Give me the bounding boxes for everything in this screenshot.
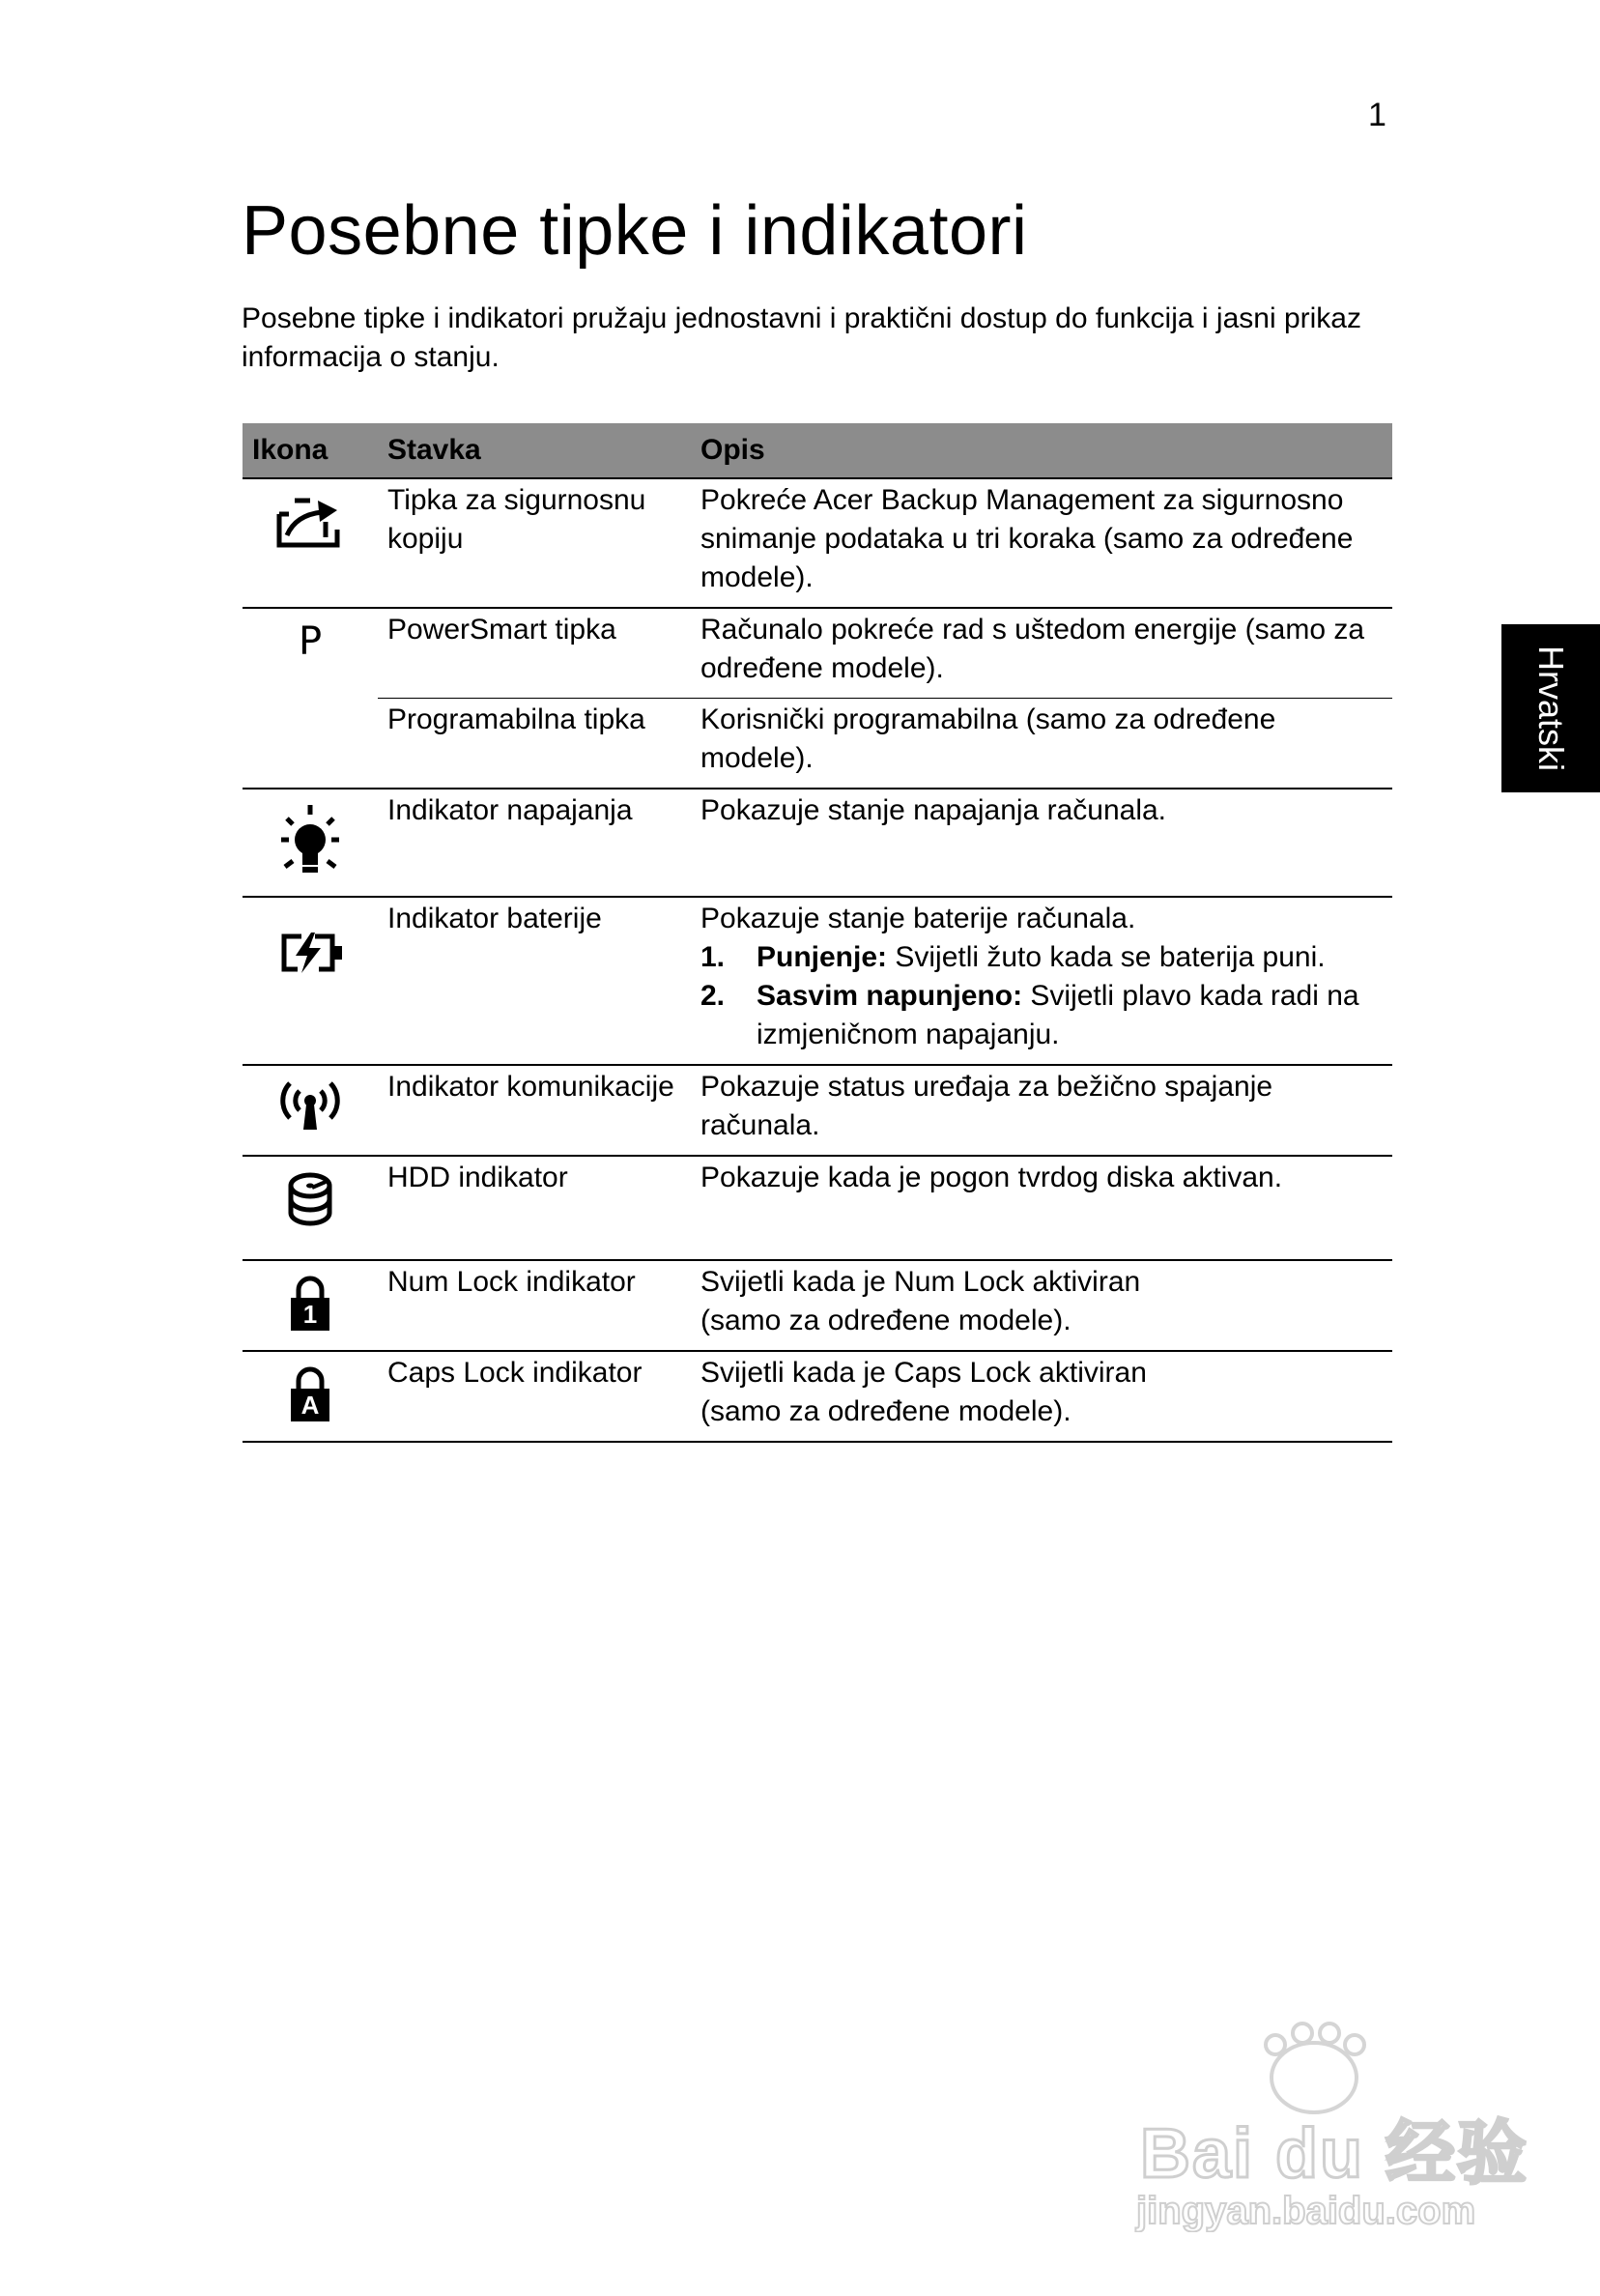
description-line: (samo za određene modele). [700,1305,1071,1336]
item-cell: Programabilna tipka [378,699,691,789]
description-cell: Pokazuje stanje napajanja računala. [691,789,1392,897]
list-number: 2. [700,980,726,1012]
icon-cell [243,608,378,789]
wireless-icon [276,1108,344,1140]
description-line: (samo za određene modele). [700,1395,1071,1427]
description-text: Pokazuje stanje baterije računala. [700,903,1136,934]
table-row [243,478,1392,608]
item-cell: Indikator baterije [378,897,691,1065]
table-row [243,897,1392,1065]
icon-cell [243,897,378,1065]
special-keys-table [243,423,1392,1443]
backup-icon [273,526,347,558]
table-row [243,608,1392,699]
header-icon: Ikona [243,423,378,478]
power-indicator-icon [273,859,347,891]
item-cell: HDD indikator [378,1156,691,1260]
description-cell: Računalo pokreće rad s uštedom energije (samo za određene modele). [691,608,1392,699]
header-item: Stavka [378,423,691,478]
icon-cell [243,478,378,608]
table-row [243,789,1392,897]
item-cell: PowerSmart tipka [378,608,691,699]
battery-status-list [700,938,1383,1054]
list-text [757,938,1326,977]
language-tab [1501,624,1600,792]
list-text [757,977,1383,1054]
language-tab-label: Hrvatski [1531,645,1572,772]
description-cell [691,1260,1392,1351]
list-detail: Svijetli plavo kada radi na izmjeničnom napajanju. [757,980,1359,1050]
description-cell [691,1351,1392,1442]
description-line: Svijetli kada je Num Lock aktiviran [700,1266,1141,1298]
icon-cell [243,789,378,897]
table-row [243,1260,1392,1351]
table-row [243,1351,1392,1442]
caps-lock-icon [289,1365,331,1423]
item-cell: Tipka za sigurnosnu kopiju [378,478,691,608]
page-number: 1 [1368,97,1386,133]
icon-cell [243,1156,378,1260]
table-row [243,699,1392,789]
hdd-icon [283,1203,337,1235]
table-row [243,1065,1392,1156]
icon-cell [243,1351,378,1442]
num-lock-glyph: 1 [302,1300,318,1329]
description-line: Svijetli kada je Caps Lock aktiviran [700,1357,1147,1389]
list-item [700,938,1383,977]
watermark-brand: Bai du 经验 [1140,2115,1529,2193]
page-title: Posebne tipke i indikatori [242,192,1028,270]
watermark-url: jingyan.baidu.com [1136,2190,1476,2232]
item-cell: Indikator komunikacije [378,1065,691,1156]
battery-icon [276,950,344,982]
list-number: 1. [700,941,726,973]
description-cell: Pokazuje kada je pogon tvrdog diska aktivan. [691,1156,1392,1260]
list-item [700,977,1383,1054]
item-cell: Num Lock indikator [378,1260,691,1351]
description-cell: Pokreće Acer Backup Management za sigurnosno snimanje podataka u tri koraka (samo za određene modele). [691,478,1392,608]
list-label: Sasvim napunjeno: [757,980,1023,1012]
list-label: Punjenje: [757,941,888,973]
icon-cell [243,1065,378,1156]
intro-paragraph: Posebne tipke i indikatori pružaju jednostavni i praktični dostup do funkcija i jasni prikaz informacija o stanju. [242,302,1361,373]
description-cell [691,897,1392,1065]
caps-lock-glyph: A [300,1391,320,1420]
powersmart-icon: P [298,619,323,664]
description-cell: Korisnički programabilna (samo za određene modele). [691,699,1392,789]
num-lock-icon [289,1275,331,1333]
header-description: Opis [691,423,1392,478]
table-row [243,1156,1392,1260]
table-header-row [243,423,1392,478]
description-cell: Pokazuje status uređaja za bežično spajanje računala. [691,1065,1392,1156]
baidu-watermark [1130,2020,1529,2252]
list-detail: Svijetli žuto kada se baterija puni. [887,941,1326,973]
icon-cell [243,1260,378,1351]
item-cell: Caps Lock indikator [378,1351,691,1442]
item-cell: Indikator napajanja [378,789,691,897]
